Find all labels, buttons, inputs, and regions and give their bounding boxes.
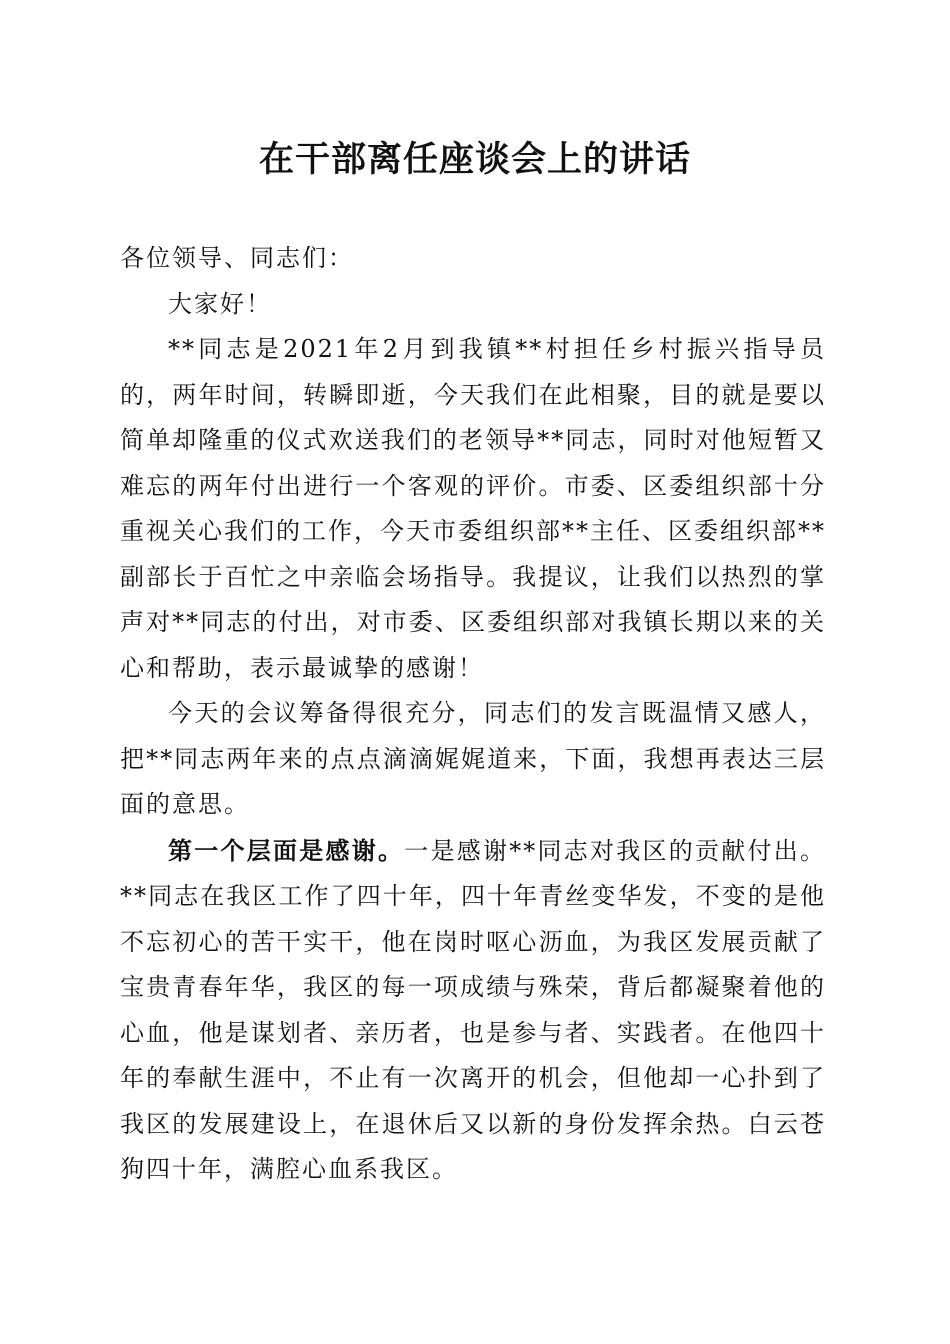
document-body <box>120 236 826 1193</box>
greeting: 大家好！ <box>168 289 272 318</box>
paragraph-section-1 <box>120 828 826 1193</box>
section-1-text: 一是感谢**同志对我区的贡献付出。**同志在我区工作了四十年，四十年青丝变华发，不变的是他不忘初心的苦干实干，他在岗时呕心沥血，为我区发展贡献了宝贵青春年华，我区的每一项成绩与殊荣，背后都凝聚着他的心血，他是谋划者、亲历者，也是参与者、实践者。在他四十年的奉献生涯中，不止有一次离开的机会，但他却一心扑到了我区的发展建设上，在退休后又以新的身份发挥余热。白云苍狗四十年，满腔心血系我区。 <box>120 836 826 1183</box>
section-1-heading: 第一个层面是感谢。 <box>168 835 405 865</box>
paragraph-intro: **同志是2021年2月到我镇**村担任乡村振兴指导员的，两年时间，转瞬即逝，今天我们在此相聚，目的就是要以简单却隆重的仪式欢送我们的老领导**同志，同时对他短暂又难忘的两年付出进行一个客观的评价。市委、区委组织部十分重视关心我们的工作，今天市委组织部**主任、区委组织部**副部长于百忙之中亲临会场指导。我提议，让我们以热烈的掌声对**同志的付出，对市委、区委组织部对我镇长期以来的关心和帮助，表示最诚挚的感谢！ <box>120 335 826 682</box>
salutation: 各位领导、同志们： <box>120 244 354 272</box>
paragraph-meeting: 今天的会议筹备得很充分，同志们的发言既温情又感人，把**同志两年来的点点滴滴娓娓道来，下面，我想再表达三层面的意思。 <box>120 699 826 818</box>
document-title: 在干部离任座谈会上的讲话 <box>258 139 691 180</box>
